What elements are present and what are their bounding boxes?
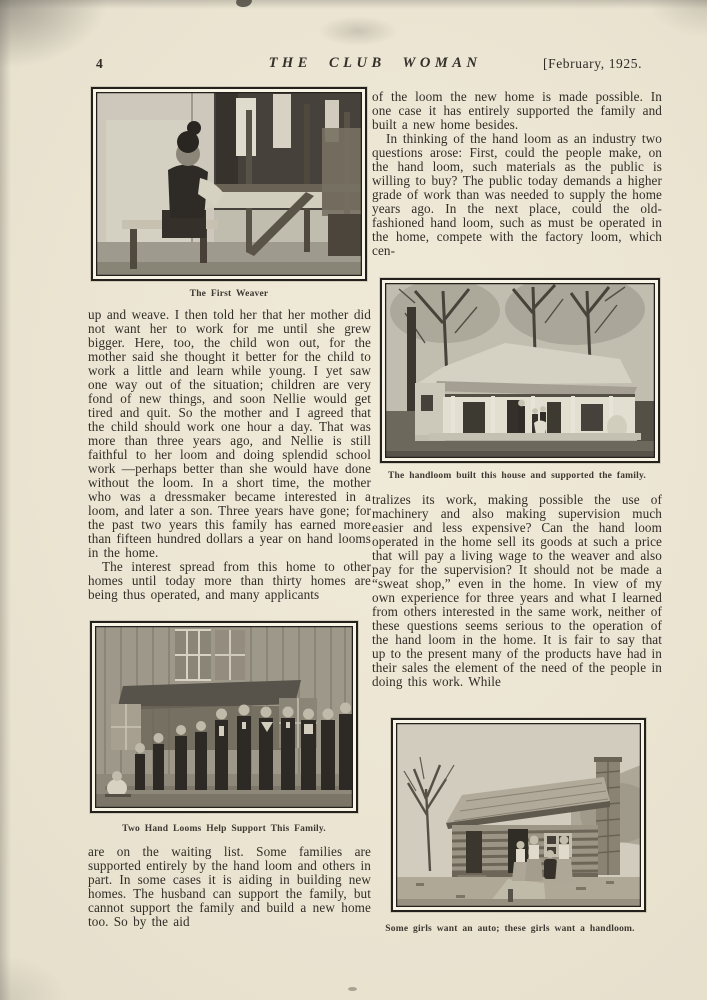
- handloom-house-illustration: [385, 283, 655, 458]
- issue-date: [February, 1925.: [543, 56, 643, 71]
- scan-mark-bottom: [348, 987, 357, 991]
- handloom-house-photo: [380, 278, 660, 463]
- right-column-upper-text: [372, 90, 662, 258]
- handloom-house-caption: The handloom built this house and supported the family.: [388, 471, 646, 481]
- first-weaver-caption: The First Weaver: [189, 289, 269, 299]
- cabin-caption: Some girls want an auto; these girls want a handloom.: [385, 924, 635, 934]
- paragraph: of the loom the new home is made possible. In one case it has entirely supported the family and built a new home besides.: [372, 89, 662, 132]
- family-illustration: [95, 626, 353, 808]
- paragraph: In thinking of the hand loom as an industry two questions arose: First, could the people make, on the hand loom, such materials as the public is willing to buy? The public today demands a higher grade of work than was needed to supply the home years ago. In the next place, could the old-fashioned hand loom, such as must be operated in the home, compete with the factory loom, which cen-: [372, 131, 662, 258]
- paragraph: are on the waiting list. Some families are supported entirely by the hand loom and others in part. In some cases it is aiding in building new homes. The husband can support the family, but cannot support the family and build a new home too. So by the aid: [88, 844, 371, 929]
- family-photo: [90, 621, 358, 813]
- paragraph: The interest spread from this home to other homes until today more than thirty homes are being thus operated, and many applicants: [88, 559, 371, 602]
- right-column-lower-text: [372, 493, 662, 689]
- scan-mark-top: [235, 0, 253, 8]
- left-column-lower-text: [88, 845, 371, 929]
- journal-title: THE CLUB WOMAN: [268, 55, 482, 71]
- cabin-photo: [391, 718, 646, 912]
- page-number: 4: [96, 56, 104, 71]
- paragraph: up and weave. I then told her that her mother did not want her to work for me until she grew bigger. Here, too, the child won out, for the mother said she thought it better for the child to work a little and learn while young. I yet saw one way out of the situation; children are very fond of new things, and soon Nellie would get tired and quit. So the mother and I agreed that the child should work one hour a day. That was more than three years ago, and Nellie is still faithful to her loom and doing splendid school work —perhaps better than she would have done without the loom. In a short time, the mother who was a dressmaker became interested in a loom, and later a son. Three years have gone; for the past two years this family has earned more than fifteen hundred dollars a year on hand looms in the home.: [88, 307, 371, 560]
- scan-smudge: [318, 16, 398, 46]
- cabin-illustration: [396, 723, 641, 907]
- family-caption: Two Hand Looms Help Support This Family.: [122, 824, 326, 834]
- first-weaver-illustration: [96, 92, 362, 276]
- left-column-upper-text: [88, 308, 371, 602]
- paragraph: tralizes its work, making possible the use of machinery and also making supervision much easier and less expensive? Can the hand loom operated in the home sell its goods at such a price that will pay a living wage to the weaver and also pay for the supervision? It should not be made a “sweat shop,” even in the home. In view of my own experience for three years and what I learned from others interested in the same work, neither of these questions seems serious to the operation of the hand loom in the home. It is fair to say that up to the present many of the products have had in their sales the element of the need of the people in doing this work. While: [372, 492, 662, 689]
- first-weaver-photo: [91, 87, 367, 281]
